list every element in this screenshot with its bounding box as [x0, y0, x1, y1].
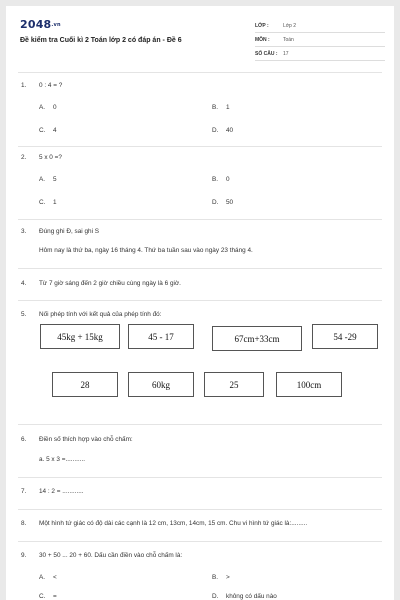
site-logo[interactable]: 2048.vn: [20, 18, 61, 31]
divider: [18, 424, 382, 425]
expression-box[interactable]: 54 -29: [312, 324, 378, 349]
divider: [18, 509, 382, 510]
meta-grade: LỚP : Lớp 2: [255, 20, 385, 33]
question-3-statement: Hôm nay là thứ ba, ngày 16 tháng 4. Thứ ba tuần sau vào ngày 23 tháng 4.: [39, 247, 253, 254]
divider: [18, 146, 382, 147]
divider: [18, 541, 382, 542]
result-box[interactable]: 28: [52, 372, 118, 397]
result-box[interactable]: 25: [204, 372, 264, 397]
worksheet-page: 2048.vn Đề kiểm tra Cuối kì 2 Toán lớp 2 có đáp án - Đề 6 LỚP : Lớp 2 MÔN : Toán SỐ CÂU : 17 1. 0 : 4 = ? A. 0 B. 1 C. 4 D. 40 2. 5 x 0 =? A. 5 B. 0 C. 1 D. 50 3. Đúng ghi Đ, sai ghi S Hôm nay là thứ ba, ngày 16 tháng 4. Thứ ba tuần sau vào ngày 23 tháng 4. 4. Từ 7 giờ sáng đến 2 giờ chiều cùng ngày là 6 giờ. 5. Nối phép tính với kết quả của phép tính đó: 45kg + 15kg 45 - 17 67cm+33cm 54 -29 28 60kg 25 100cm 6. Điền số thích hợp vào chỗ chấm: a. 5 x 3 =........... 7. 14 : 2 = ............ 8. Một hình tứ giác có độ dài các cạnh là 12 cm, 13cm, 14cm, 15 cm. Chu vi hình tứ giác là:......... 9. 30 + 50 ... 20 + 60. Dấu cần điền vào chỗ chấm là: A. < B. > C. = D. không có dấu nào: [6, 6, 394, 600]
divider: [18, 477, 382, 478]
divider: [18, 268, 382, 269]
expression-box[interactable]: 45kg + 15kg: [40, 324, 120, 349]
page-title: Đề kiểm tra Cuối kì 2 Toán lớp 2 có đáp án - Đề 6: [20, 37, 182, 44]
meta-question-count: SỐ CÂU : 17: [255, 48, 385, 61]
divider: [18, 219, 382, 220]
question-6-blank[interactable]: a. 5 x 3 =...........: [39, 456, 85, 463]
result-box[interactable]: 100cm: [276, 372, 342, 397]
meta-subject: MÔN : Toán: [255, 34, 385, 47]
result-box[interactable]: 60kg: [128, 372, 194, 397]
divider: [18, 72, 382, 73]
expression-box[interactable]: 67cm+33cm: [212, 326, 302, 351]
divider: [18, 300, 382, 301]
expression-box[interactable]: 45 - 17: [128, 324, 194, 349]
